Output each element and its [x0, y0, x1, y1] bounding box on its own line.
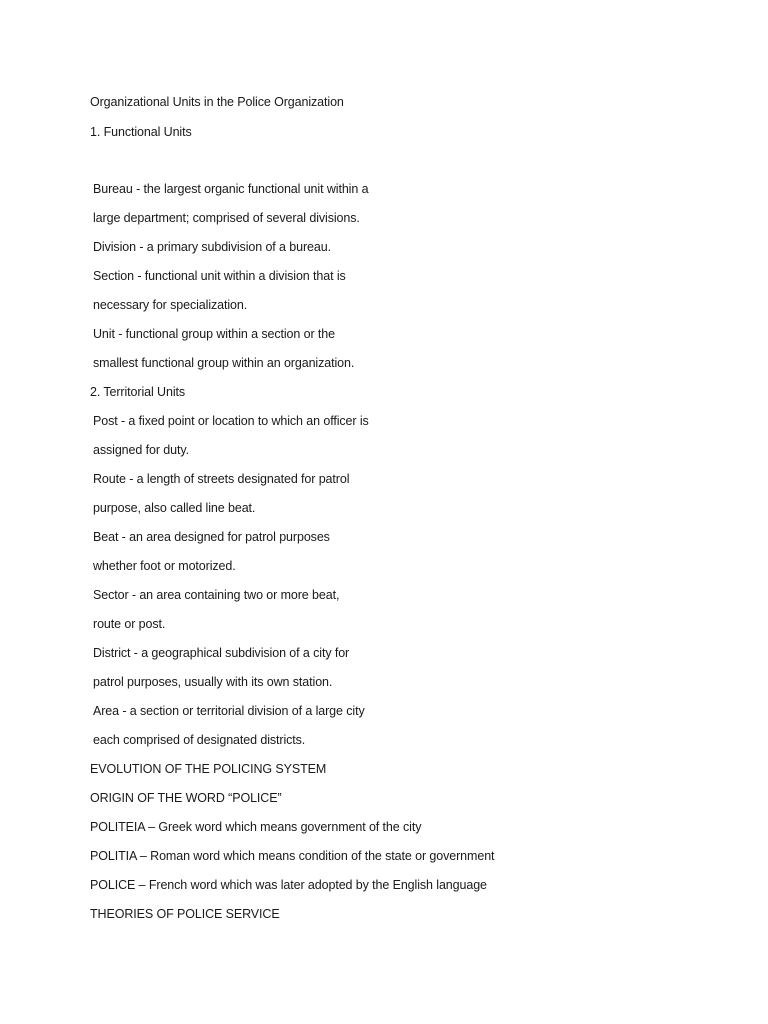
document-title: Organizational Units in the Police Organization	[90, 95, 344, 109]
paragraph-line: each comprised of designated districts.	[93, 733, 306, 747]
paragraph-line: Section - functional unit within a division that is	[93, 269, 346, 283]
paragraph-line: District - a geographical subdivision of a city for	[93, 646, 350, 660]
paragraph-line: Area - a section or territorial division of a large city	[93, 704, 365, 718]
definition-line: POLITIA – Roman word which means condition of the state or government	[90, 849, 495, 863]
section-heading-functional-units: 1. Functional Units	[90, 125, 192, 139]
paragraph-line: necessary for specialization.	[93, 298, 248, 312]
paragraph-line: Bureau - the largest organic functional unit within a	[93, 182, 369, 196]
paragraph-line: smallest functional group within an organization.	[93, 356, 355, 370]
section-heading-theories: THEORIES OF POLICE SERVICE	[90, 907, 280, 921]
blank-line	[90, 151, 730, 179]
paragraph-line: patrol purposes, usually with its own station.	[93, 675, 333, 689]
paragraph-line: assigned for duty.	[93, 443, 189, 457]
paragraph-line: purpose, also called line beat.	[93, 501, 256, 515]
document-body	[90, 92, 730, 933]
paragraph-line: Post - a fixed point or location to which an officer is	[93, 414, 369, 428]
paragraph-line: Route - a length of streets designated for patrol	[93, 472, 350, 486]
section-heading-origin: ORIGIN OF THE WORD “POLICE”	[90, 791, 282, 805]
paragraph-line: large department; comprised of several divisions.	[93, 211, 360, 225]
paragraph-line: Beat - an area designed for patrol purposes	[93, 530, 330, 544]
section-heading-territorial-units: 2. Territorial Units	[90, 385, 186, 399]
definition-line: POLICE – French word which was later adopted by the English language	[90, 878, 487, 892]
paragraph-line: Division - a primary subdivision of a bureau.	[93, 240, 331, 254]
definition-line: POLITEIA – Greek word which means government of the city	[90, 820, 422, 834]
section-heading-evolution: EVOLUTION OF THE POLICING SYSTEM	[90, 762, 327, 776]
paragraph-line: route or post.	[93, 617, 166, 631]
paragraph-line: Unit - functional group within a section or the	[93, 327, 335, 341]
paragraph-line: whether foot or motorized.	[93, 559, 236, 573]
paragraph-line: Sector - an area containing two or more beat,	[93, 588, 340, 602]
